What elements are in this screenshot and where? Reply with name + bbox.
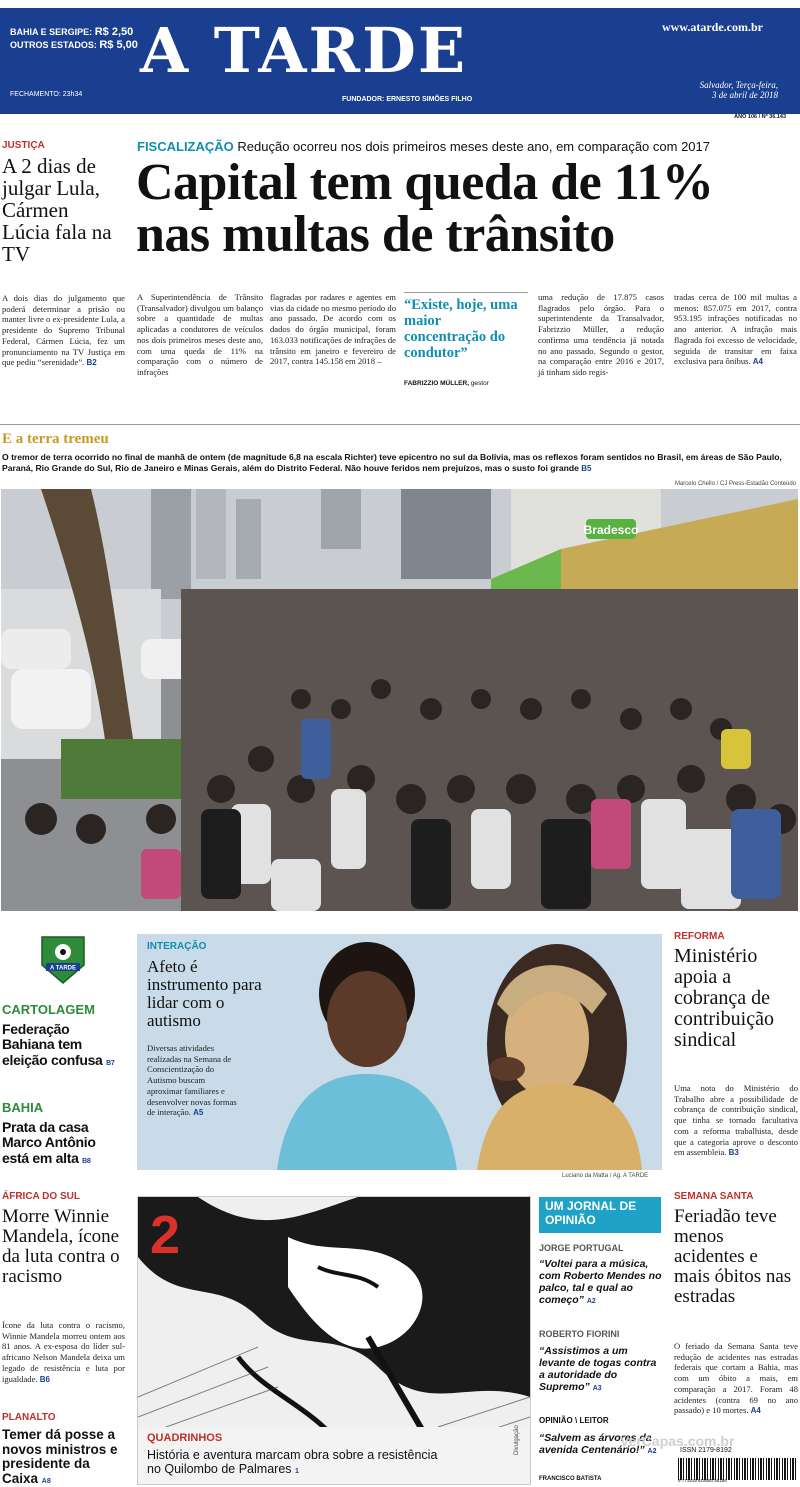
autism-body: Diversas atividades realizadas na Semana de Conscientização do Autismo buscam aproximar familiares e desenvolver novas formas de interação. A5 [147, 1043, 237, 1118]
planalto-headline[interactable]: Temer dá posse a novos ministros e presidente da Caixa A8 [2, 1427, 118, 1486]
price-bahia: BAHIA E SERGIPE: R$ 2,50 [10, 26, 134, 38]
holiday-body: O feriado da Semana Santa teve redução de acidentes nas estradas federais que cortam a Bahia, mas com um óbito a mais, em comparação a 2017. Foram 48 acidentes (contra 69 no ano passado) e 10 mortes. A4 [674, 1341, 798, 1416]
founder-line: FUNDADOR: ERNESTO SIMÕES FILHO [342, 96, 473, 103]
masthead [0, 8, 800, 114]
opinion-author-1: JORGE PORTUGAL [539, 1243, 624, 1253]
opinion-quote-2[interactable]: “Assistimos a um levante de togas contra a autoridade do Supremo” A3 [539, 1345, 657, 1394]
quake-credit: Marcelo Chello / CJ Press-Estadão Conteúdo [674, 481, 796, 487]
website[interactable]: www.atarde.com.br [662, 20, 763, 34]
barcode [678, 1458, 796, 1480]
barcode-digits: 9 771519 819550 58186 [678, 1478, 727, 1483]
date: Salvador, Terça-feira, 3 de abril de 2018 [699, 80, 778, 100]
quote-rule [404, 292, 528, 293]
holiday-kicker: SEMANA SANTA [674, 1191, 754, 1202]
issn: ISSN 2179-8192 [680, 1447, 732, 1454]
soccer-shield-icon [40, 935, 86, 985]
opinion-quote-3[interactable]: “Salvem as árvores da avenida Centenário!” A2 [539, 1432, 657, 1457]
lead-pull-quote: “Existe, hoje, uma maior concentração do condutor” [404, 297, 518, 361]
sports-badge-text: A TARDE [50, 965, 76, 972]
autism-kicker: INTERAÇÃO [147, 941, 207, 952]
planalto-kicker: PLANALTO [2, 1412, 56, 1423]
sports-kicker-2: BAHIA [2, 1100, 44, 1115]
comics-kicker: QUADRINHOS [147, 1432, 223, 1444]
lead-quote-author: FABRIZZIO MÜLLER, gestor [404, 380, 489, 387]
opinion-banner: UM JORNAL DE OPINIÃO [539, 1197, 661, 1233]
lead-headline[interactable]: Capital tem queda de 11% nas multas de trânsito [136, 154, 714, 263]
holiday-headline[interactable]: Feriadão teve menos acidentes e mais óbitos nas estradas [674, 1206, 792, 1307]
opinion-author-3: FRANCISCO BATISTA [539, 1476, 602, 1482]
sports-club-badge [40, 935, 86, 985]
sports-headline-2[interactable]: Prata da casa Marco Antônio está em alta B8 [2, 1119, 96, 1166]
lula-body: A dois dias do julgamento que poderá determinar a prisão ou manter livre o ex-presidente Lula, a presidente do Supremo Tribunal Federal, Cármen Lúcia, fez um pronunciamento na TV Justiça em que pediu “serenidade”. B2 [2, 293, 125, 368]
bank-sign: Bradesco [583, 523, 639, 537]
opinion-author-2: ROBERTO FIORINI [539, 1329, 620, 1339]
edition-number: ANO 106 / Nº 36.143 [734, 114, 786, 120]
lead-col-1: A Superintendência de Trânsito (Transalvador) divulgou um balanço sobre a quantidade de multas aplicadas a condutores de veículos nos dois primeiros meses deste ano, com uma queda de 11% na comparação com o número de infrações [137, 292, 263, 378]
newspaper-logo: A TARDE [140, 14, 468, 87]
quake-crowd-illustration [1, 489, 798, 911]
lead-col-2: flagradas por radares e agentes em vias da cidade no mesmo período do ano passado. De acordo com os dados do órgão municipal, foram 163.033 notificações de infrações de trânsito em janeiro e fevereiro de 2017, contra 145.158 em 2018 – [270, 292, 396, 367]
autism-headline[interactable]: Afeto é instrumento para lidar com o autismo [147, 957, 262, 1030]
lula-kicker: JUSTIÇA [2, 140, 45, 151]
winnie-body: Ícone da luta contra o racismo, Winnie Mandela morreu ontem aos 81 anos. A ex-esposa do líder sul-africano Nelson Mandela deixa um legado de resistência e luta por igualdade. B6 [2, 1320, 125, 1384]
opinion-section-reader: OPINIÃO \ LEITOR [539, 1416, 609, 1425]
winnie-kicker: ÁFRICA DO SUL [2, 1191, 80, 1202]
lead-deck: FISCALIZAÇÃO Redução ocorreu nos dois primeiros meses deste ano, em comparação com 2017 [137, 139, 710, 154]
winnie-headline[interactable]: Morre Winnie Mandela, ícone da luta contra o racismo [2, 1206, 120, 1287]
closing-time: FECHAMENTO: 23h34 [10, 91, 83, 98]
quake-photo [1, 489, 798, 911]
comics-headline[interactable]: História e aventura marcam obra sobre a resistência no Quilombo de Palmares 1 [147, 1448, 438, 1477]
sports-headline-1[interactable]: Federação Bahiana tem eleição confusa B7 [2, 1021, 115, 1068]
price-other: OUTROS ESTADOS: R$ 5,00 [10, 39, 138, 51]
quake-caption: O tremor de terra ocorrido no final de manhã de ontem (de magnitude 6,8 na escala Richter) teve epicentro no sul da Bolívia, mas os reflexos foram sentidos no Brasil, em áreas de São Paulo, Paraná, Rio Grande do Sul, Rio de Janeiro e Minas Gerais, além do Distrito Federal. Não houve feridos nem prejuízos, mas o susto foi grande B5 [2, 452, 782, 474]
opinion-quote-1[interactable]: “Voltei para a música, com Roberto Mendes no palco, tal e qual ao começo” A2 [539, 1258, 662, 1307]
lula-headline[interactable]: A 2 dias de julgar Lula, Cármen Lúcia fala na TV [2, 154, 112, 267]
autism-credit: Luciano da Matta / Ag. A TARDE [562, 1173, 649, 1179]
watermark: VerCapas.com.br [620, 1433, 735, 1449]
lead-col-4: tradas cerca de 100 mil multas a menos: 857.075 em 2017, contra 953.195 infrações notificadas no ano anterior. A infração mais flagrada foi excesso de velocidade, seguida de transitar em faixa exclusiva para ônibus. A4 [674, 292, 797, 367]
union-headline[interactable]: Ministério apoia a cobrança de contribuição sindical [674, 945, 774, 1051]
union-body: Uma nota do Ministério do Trabalho abre a possibilidade de cobrança de contribuição sindical, que tinha se tornado facultativa com a reforma trabalhista, desde que a categoria aprove o desconto em assembleia. B3 [674, 1083, 798, 1158]
comics-credit: Divulgação [514, 1425, 520, 1455]
sports-kicker-1: CARTOLAGEM [2, 1002, 95, 1017]
section-divider [0, 424, 800, 425]
union-kicker: REFORMA [674, 931, 725, 942]
comics-number: 2 [150, 1205, 181, 1265]
quake-kicker: E a terra tremeu [2, 431, 109, 447]
lead-col-3: uma redução de 17.875 casos flagrados pelo órgão. Para o superintendente da Transalvador, Fabrizzio Müller, a redução confirma uma tendência já notada no ano passado. Segundo o gestor, na comparação entre 2016 e 2017, já tinham sido regis- [538, 292, 664, 378]
